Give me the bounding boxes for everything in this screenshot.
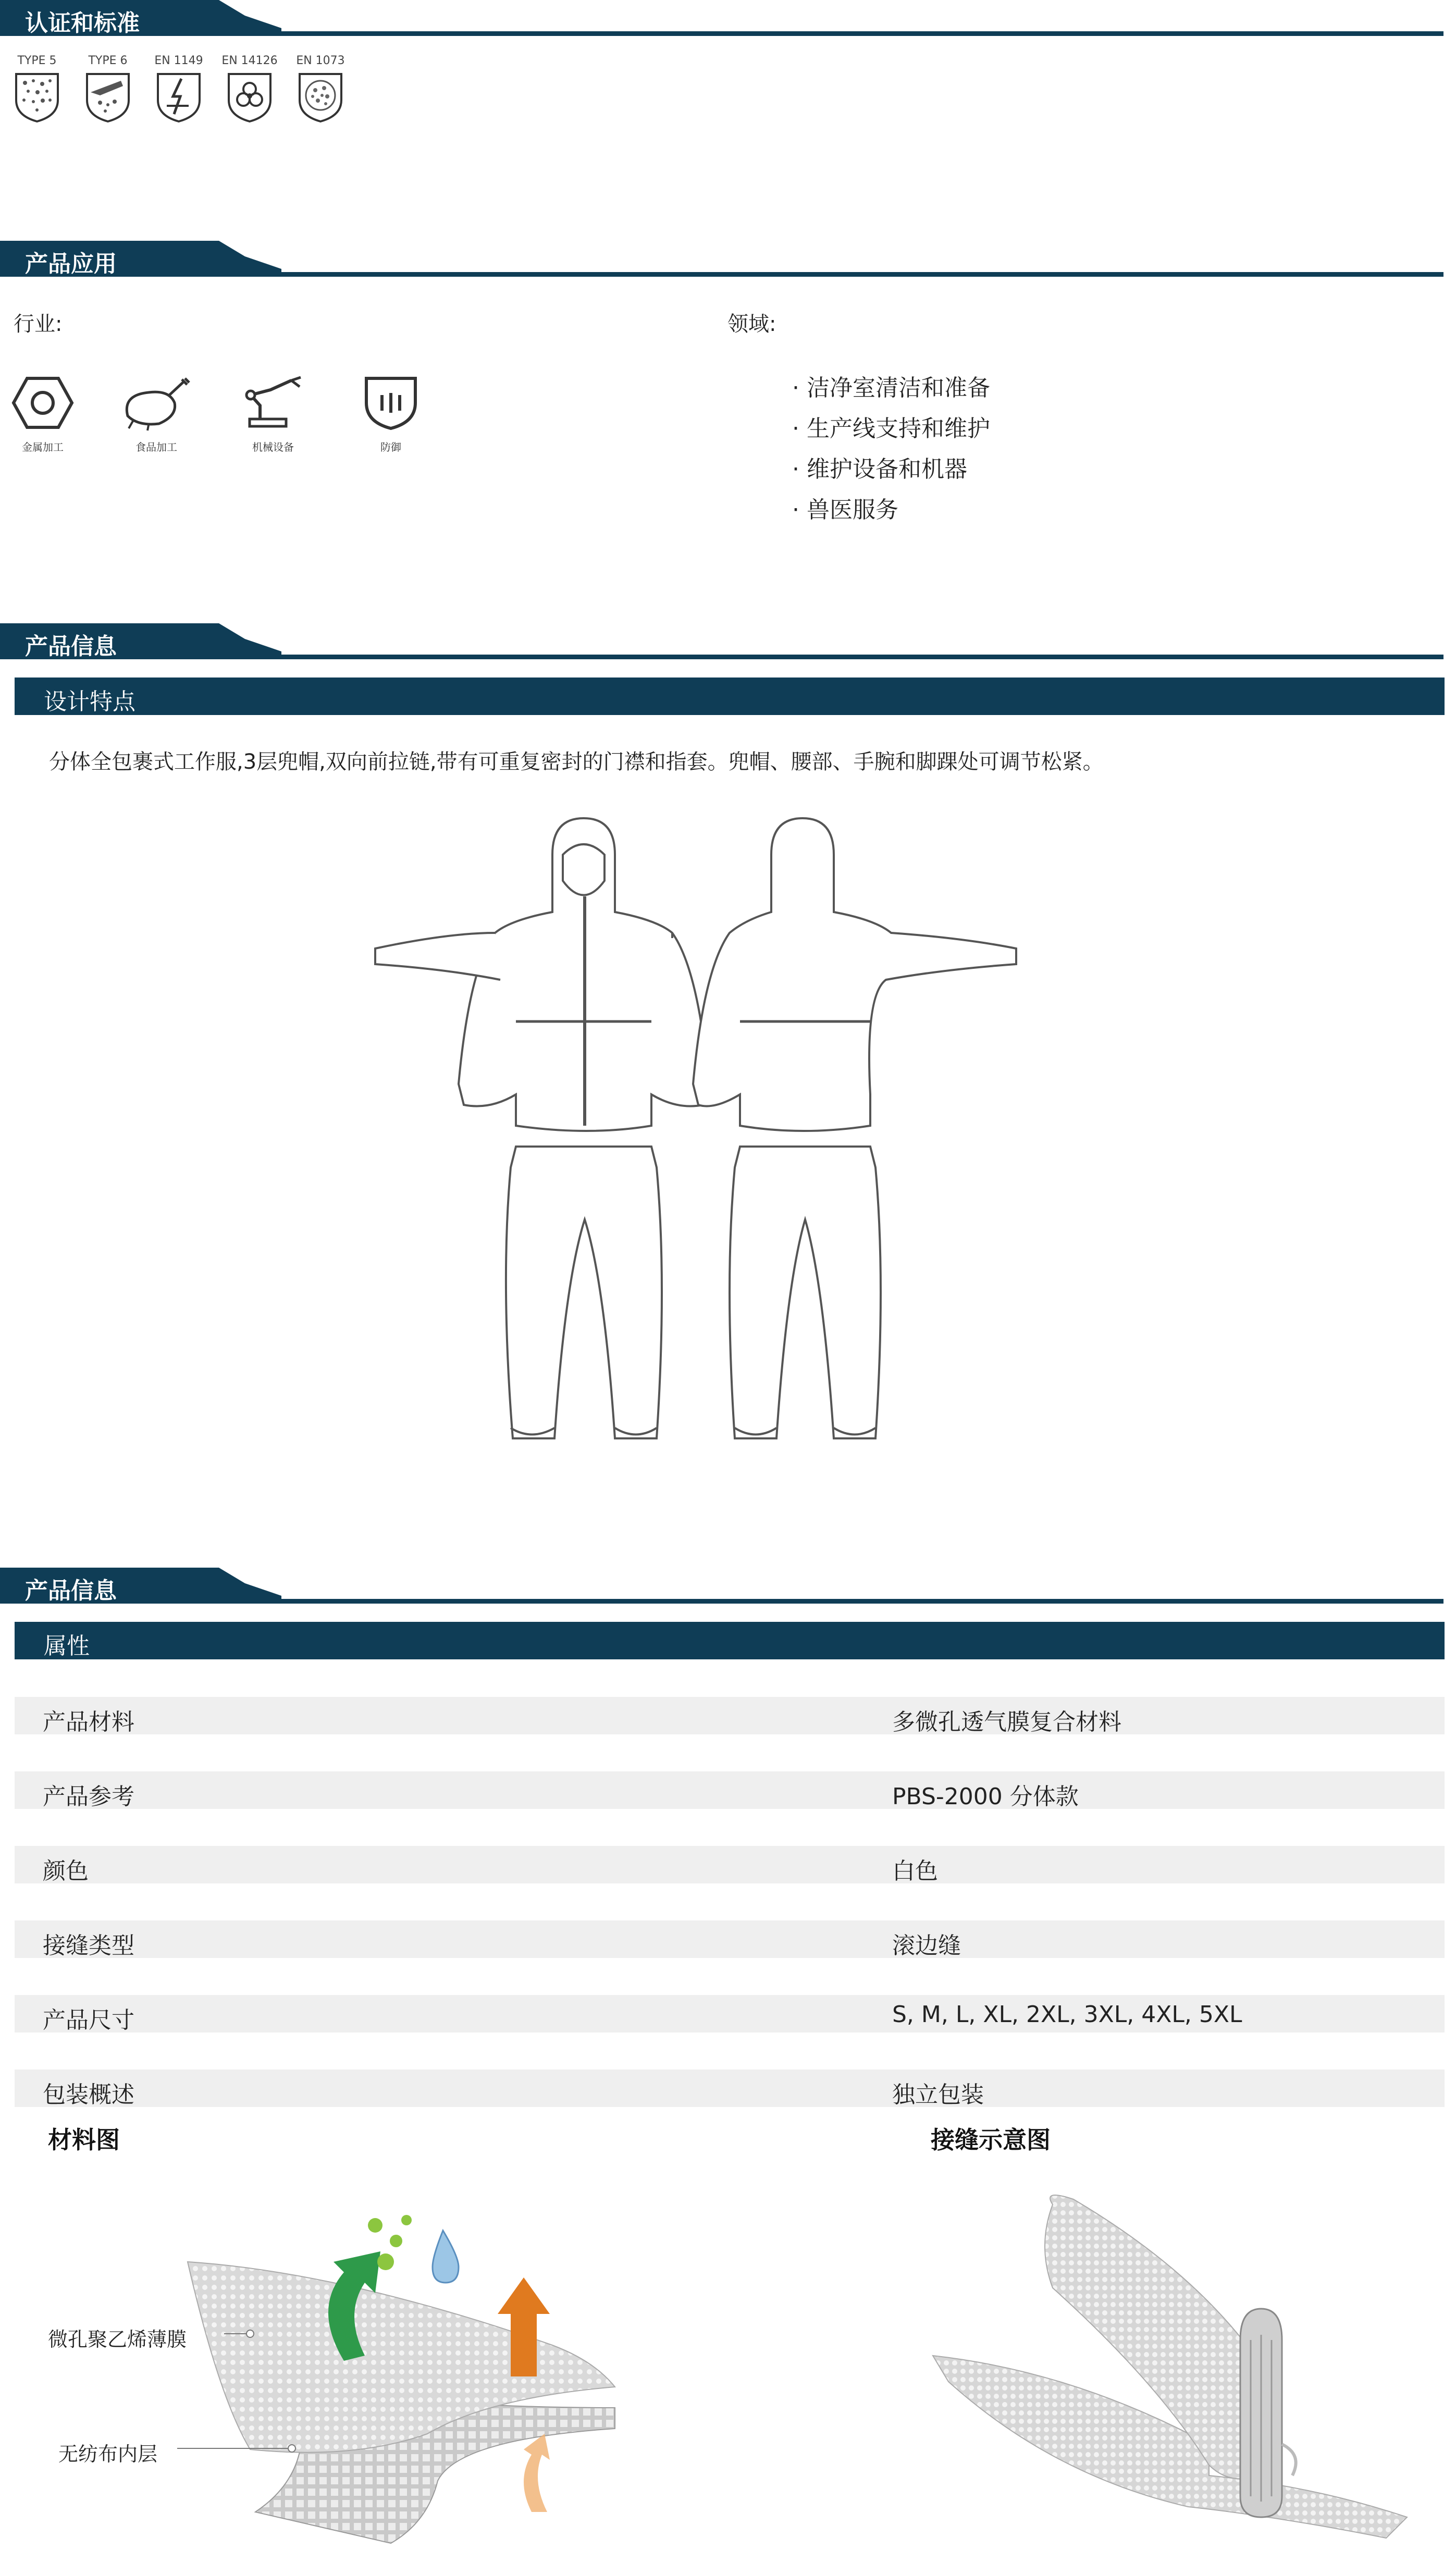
cert-type6 <box>79 54 137 124</box>
field-item: · 兽医服务 <box>792 497 898 523</box>
hex-nut-icon <box>11 374 74 432</box>
property-row <box>15 1846 1445 1883</box>
industry-caption: 机械设备 <box>252 441 294 453</box>
cert-en14126 <box>221 54 278 124</box>
property-row <box>15 1920 1445 1958</box>
industry-defense <box>344 374 438 454</box>
industry-caption: 防御 <box>380 441 401 453</box>
property-row <box>15 1995 1445 2033</box>
industry-caption: 金属加工 <box>22 441 64 453</box>
property-key: 接缝类型 <box>43 1932 134 1959</box>
cert-label: TYPE 6 <box>88 54 128 67</box>
property-key: 产品材料 <box>43 1709 134 1735</box>
industry-metal <box>0 374 90 454</box>
robot-arm-icon <box>239 374 307 432</box>
cert-label: EN 1149 <box>154 54 203 67</box>
type5-particle-icon <box>14 71 60 124</box>
material-title: 材料图 <box>48 2126 120 2154</box>
property-key: 产品参考 <box>43 1783 134 1810</box>
antistatic-icon <box>155 71 202 124</box>
design-description: 分体全包裹式工作服,3层兜帽,双向前拉链,带有可重复密封的门襟和指套。兜帽、腰部、手腕和脚踝处可调节松紧。 <box>49 750 1104 774</box>
field-item: · 生产线支持和维护 <box>792 415 990 442</box>
application-header <box>0 241 1456 281</box>
poultry-icon <box>117 374 195 432</box>
cert-label: EN 14126 <box>221 54 278 67</box>
design-bar <box>15 678 1445 715</box>
seam-diagram <box>917 2184 1428 2548</box>
shield-icon <box>362 374 419 432</box>
cert-label: TYPE 5 <box>17 54 57 67</box>
material-diagram <box>31 2189 657 2554</box>
industry-caption: 食品加工 <box>135 441 177 453</box>
property-key: 产品尺寸 <box>43 2007 134 2034</box>
cert-en1073 <box>292 54 349 124</box>
info-header <box>0 623 1456 664</box>
type6-splash-icon <box>84 71 131 124</box>
field-item: · 洁净室清洁和准备 <box>792 375 990 401</box>
section-title: 产品应用 <box>25 251 117 277</box>
material-layer-top-label: 微孔聚乙烯薄膜 <box>48 2328 187 2351</box>
field-label: 领域: <box>727 312 776 336</box>
cert-label: EN 1073 <box>296 54 345 67</box>
property-key: 颜色 <box>43 1858 89 1884</box>
industry-food <box>109 374 203 454</box>
design-bar-label: 设计特点 <box>44 688 135 715</box>
industry-machinery <box>226 374 320 454</box>
garment-illustration <box>344 813 1042 1454</box>
material-layer-bottom-label: 无纺布内层 <box>58 2443 158 2466</box>
section-title: 产品信息 <box>25 1578 117 1604</box>
property-row <box>15 1771 1445 1809</box>
properties-bar <box>15 1622 1445 1659</box>
cert-type5 <box>8 54 66 124</box>
property-value: S, M, L, XL, 2XL, 3XL, 4XL, 5XL <box>892 2001 1242 2028</box>
property-value: 多微孔透气膜复合材料 <box>892 1709 1121 1735</box>
property-value: 独立包装 <box>892 2081 984 2108</box>
property-key: 包装概述 <box>43 2081 134 2108</box>
info2-header <box>0 1568 1456 1608</box>
property-row <box>15 1697 1445 1734</box>
radioactive-particle-icon <box>297 71 344 124</box>
industry-label: 行业: <box>14 312 63 336</box>
certs-header <box>0 0 1456 41</box>
biohazard-icon <box>226 71 273 124</box>
property-value: 白色 <box>892 1858 938 1884</box>
seam-title: 接缝示意图 <box>931 2126 1051 2154</box>
property-value: PBS-2000 分体款 <box>892 1783 1079 1810</box>
section-title: 产品信息 <box>25 633 117 660</box>
property-value: 滚边缝 <box>892 1932 961 1959</box>
field-item: · 维护设备和机器 <box>792 456 967 483</box>
cert-en1149 <box>150 54 207 124</box>
property-row <box>15 2070 1445 2107</box>
properties-bar-label: 属性 <box>44 1633 90 1659</box>
section-title: 认证和标准 <box>25 10 140 36</box>
